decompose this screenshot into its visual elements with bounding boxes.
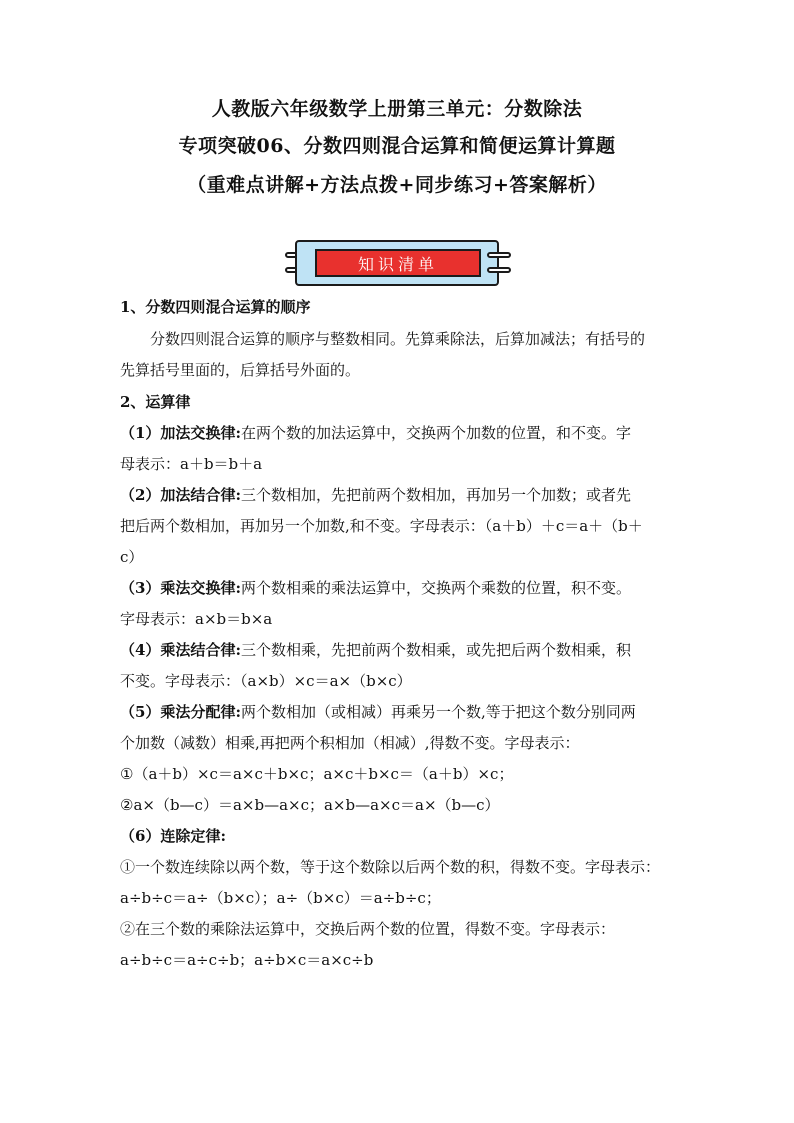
law-text: 两个数相加（或相减）再乘另一个数,等于把这个数分别同两 <box>240 703 636 721</box>
document-subtitle-note: （重难点讲解+方法点拨+同步练习+答案解析） <box>187 174 607 196</box>
section-heading-order: 1、分数四则混合运算的顺序 <box>120 298 311 316</box>
law-text: 三个数相乘，先把前两个数相乘，或先把后两个数相乘，积 <box>240 641 631 659</box>
law-addition-associative-line3: c） <box>120 548 144 566</box>
law-continuous-division-rule2: ②在三个数的乘除法运算中，交换后两个数的位置，得数不变。字母表示： <box>120 920 616 938</box>
law-addition-associative <box>120 485 680 505</box>
knowledge-list-banner <box>285 240 511 286</box>
law-term: （3）乘法交换律: <box>120 579 241 597</box>
law-text: 两个数相乘的乘法运算中，交换两个乘数的位置，积不变。 <box>240 579 631 597</box>
law-distributive <box>120 702 680 722</box>
law-term: （2）加法结合律: <box>120 486 241 504</box>
law-continuous-division-formula1: a÷b÷c＝a÷（b×c）；a÷（b×c）＝a÷b÷c； <box>120 889 441 907</box>
law-continuous-division-heading: （6）连除定律: <box>120 827 226 845</box>
banner-pin-right-bottom <box>487 267 511 273</box>
banner-label: 知识清单 <box>315 249 481 277</box>
law-multiplication-commutative <box>120 578 680 598</box>
paragraph-order-line2: 先算括号里面的，后算括号外面的。 <box>120 361 361 379</box>
law-addition-commutative <box>120 423 680 443</box>
law-continuous-division-rule1: ①一个数连续除以两个数，等于这个数除以后两个数的积，得数不变。字母表示： <box>120 858 661 876</box>
law-distributive-formula1: ①（a＋b）×c＝a×c＋b×c；a×c＋b×c＝（a＋b）×c； <box>120 765 514 783</box>
law-multiplication-associative-formula: 不变。字母表示：（a×b）×c＝a×（b×c） <box>120 672 412 690</box>
law-distributive-formula2: ②a×（b—c）＝a×b—a×c；a×b—a×c＝a×（b—c） <box>120 796 500 814</box>
banner-pin-right-top <box>487 252 511 258</box>
law-continuous-division-formula2: a÷b÷c＝a÷c÷b；a÷b×c＝a×c÷b <box>120 951 374 969</box>
law-multiplication-associative <box>120 640 680 660</box>
law-text: 在两个数的加法运算中，交换两个加数的位置，和不变。字 <box>240 424 631 442</box>
document-title: 人教版六年级数学上册第三单元：分数除法 <box>211 98 583 120</box>
law-distributive-line2: 个加数（减数）相乘,再把两个积相加（相减）,得数不变。字母表示： <box>120 734 580 752</box>
law-term: （5）乘法分配律: <box>120 703 241 721</box>
paragraph-order-line1: 分数四则混合运算的顺序与整数相同。先算乘除法，后算加减法；有括号的 <box>150 330 646 348</box>
law-addition-commutative-formula: 母表示：a＋b＝b＋a <box>120 455 263 473</box>
law-text: 三个数相加，先把前两个数相加，再加另一个加数；或者先 <box>240 486 631 504</box>
law-addition-associative-line2: 把后两个数相加，再加另一个加数,和不变。字母表示：（a＋b）＋c＝a＋（b＋ <box>120 517 643 535</box>
section-heading-laws: 2、运算律 <box>120 393 191 411</box>
law-term: （1）加法交换律: <box>120 424 241 442</box>
law-term: （4）乘法结合律: <box>120 641 241 659</box>
law-multiplication-commutative-formula: 字母表示：a×b＝b×a <box>120 610 273 628</box>
document-subtitle: 专项突破06、分数四则混合运算和简便运算计算题 <box>178 135 616 157</box>
